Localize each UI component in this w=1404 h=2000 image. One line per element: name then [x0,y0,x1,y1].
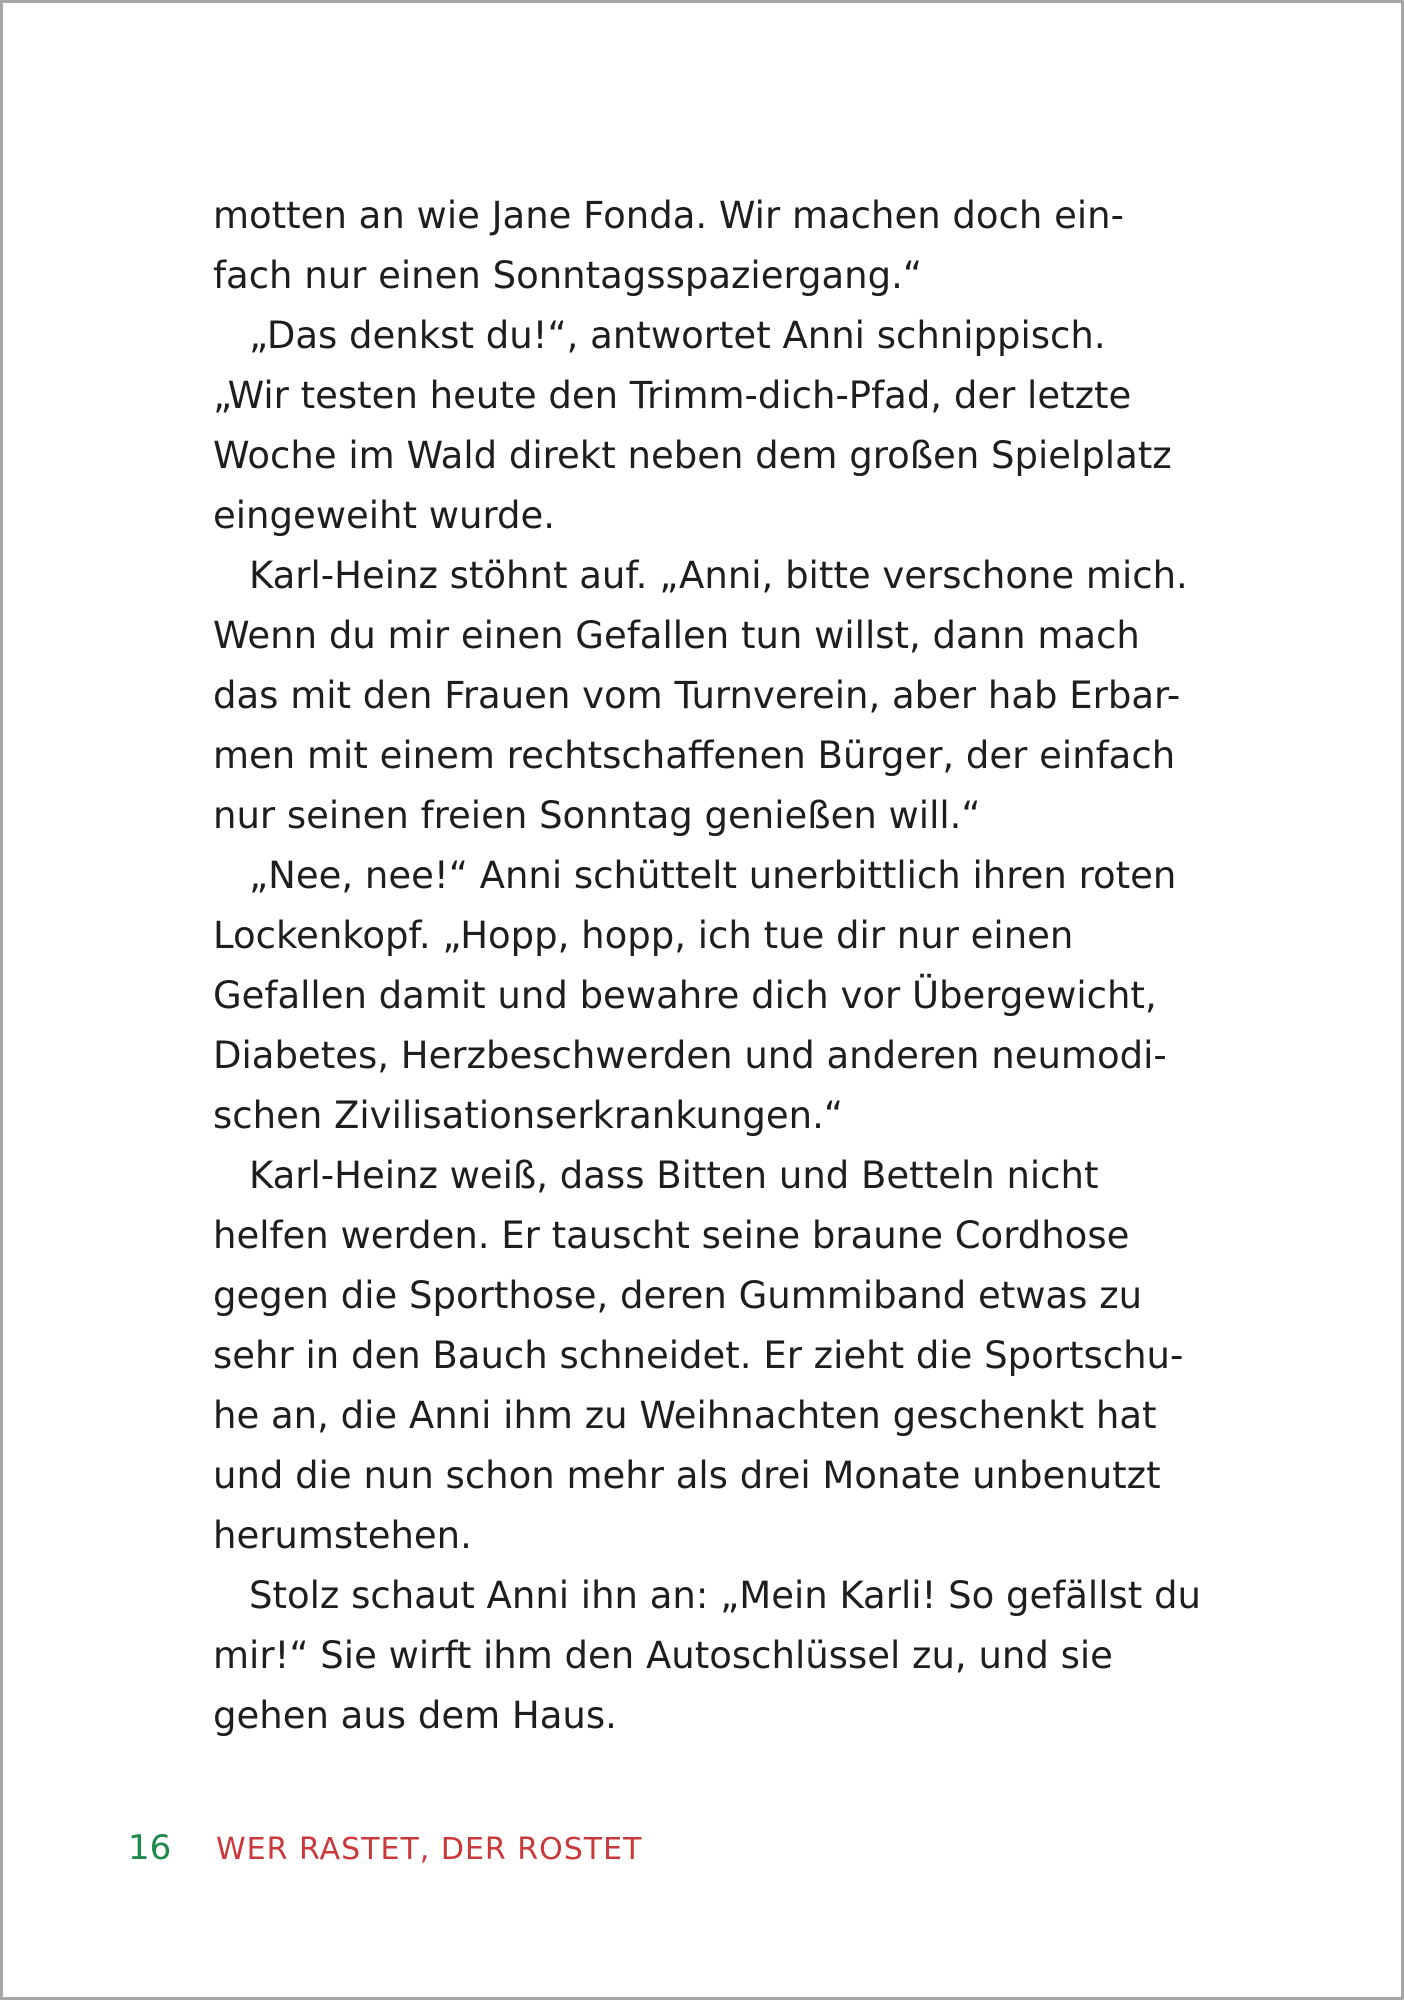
text-line: Woche im Wald direkt neben dem großen Spielplatz [213,434,1172,477]
text-line: sehr in den Bauch schneidet. Er zieht die Sportschu- [213,1334,1184,1377]
text-line: gehen aus dem Haus. [213,1694,617,1737]
paragraph-start-line: „Das denkst du!“, antwortet Anni schnippisch. [249,314,1106,357]
text-line: men mit einem rechtschaffenen Bürger, der einfach [213,734,1176,777]
paragraph-start-line: Karl-Heinz weiß, dass Bitten und Betteln nicht [249,1154,1099,1197]
text-line: fach nur einen Sonntagsspaziergang.“ [213,254,923,297]
text-line: Wenn du mir einen Gefallen tun willst, dann mach [213,614,1140,657]
text-line: helfen werden. Er tauscht seine braune Cordhose [213,1214,1130,1257]
body-text [213,186,1213,1746]
text-line: eingeweiht wurde. [213,494,556,537]
text-line: „Wir testen heute den Trimm-dich-Pfad, der letzte [213,374,1132,417]
text-line: nur seinen freien Sonntag genießen will.“ [213,794,981,837]
text-line: he an, die Anni ihm zu Weihnachten geschenkt hat [213,1394,1157,1437]
text-line: mir!“ Sie wirft ihm den Autoschlüssel zu, und sie [213,1634,1113,1677]
page-footer [128,1828,828,1878]
paragraph-start-line: „Nee, nee!“ Anni schüttelt unerbittlich ihren roten [249,854,1177,897]
running-title: WER RASTET, DER ROSTET [216,1832,643,1867]
text-line: gegen die Sporthose, deren Gummiband etwas zu [213,1274,1143,1317]
text-line: und die nun schon mehr als drei Monate unbenutzt [213,1454,1161,1497]
text-line: Gefallen damit und bewahre dich vor Übergewicht, [213,974,1157,1017]
text-line: motten an wie Jane Fonda. Wir machen doch ein- [213,194,1124,237]
text-line: Lockenkopf. „Hopp, hopp, ich tue dir nur einen [213,914,1074,957]
paragraph-start-line: Stolz schaut Anni ihn an: „Mein Karli! So gefällst du [249,1574,1201,1617]
text-line: herumstehen. [213,1514,472,1557]
page-number: 16 [128,1828,172,1868]
text-line: das mit den Frauen vom Turnverein, aber hab Erbar- [213,674,1181,717]
paragraph-start-line: Karl-Heinz stöhnt auf. „Anni, bitte verschone mich. [249,554,1188,597]
text-line: Diabetes, Herzbeschwerden und anderen neumodi- [213,1034,1167,1077]
text-line: schen Zivilisationserkrankungen.“ [213,1094,844,1137]
